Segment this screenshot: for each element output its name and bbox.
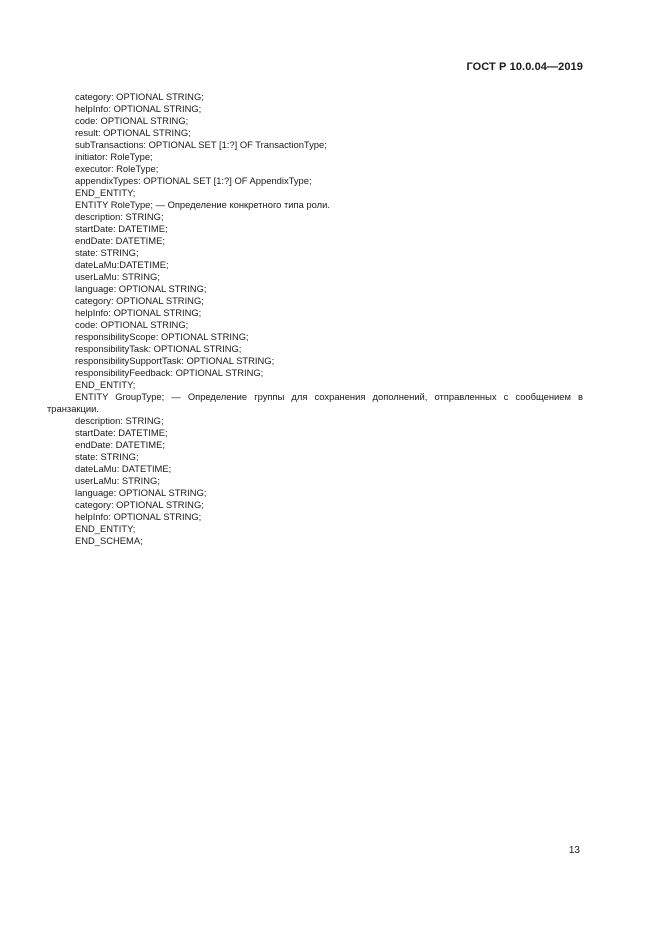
schema-line: dateLaMu:DATETIME; xyxy=(75,259,169,270)
schema-line: language: OPTIONAL STRING; xyxy=(75,487,207,498)
schema-line: responsibilityFeedback: OPTIONAL STRING; xyxy=(75,367,264,378)
schema-line: appendixTypes: OPTIONAL SET [1:?] OF AppendixType; xyxy=(75,175,312,186)
schema-line: executor: RoleType; xyxy=(75,163,159,174)
schema-line: state: STRING; xyxy=(75,247,139,258)
schema-line: category: OPTIONAL STRING; xyxy=(75,295,204,306)
schema-line: responsibilityTask: OPTIONAL STRING; xyxy=(75,343,242,354)
group-type-entity-paragraph: ENTITY GroupType; — Определение группы для сохранения дополнений, отправленных с сообщением в транзакции. xyxy=(47,391,583,414)
schema-line: userLaMu: STRING; xyxy=(75,475,160,486)
schema-line: startDate: DATETIME; xyxy=(75,427,168,438)
schema-line: code: OPTIONAL STRING; xyxy=(75,319,189,330)
schema-line: helpInfo: OPTIONAL STRING; xyxy=(75,103,202,114)
schema-lines-block-1 xyxy=(47,91,583,391)
schema-line: END_ENTITY; xyxy=(75,187,136,198)
schema-line: initiator: RoleType; xyxy=(75,151,153,162)
schema-line: result: OPTIONAL STRING; xyxy=(75,127,191,138)
schema-lines-block-2 xyxy=(47,415,583,547)
schema-line: helpInfo: OPTIONAL STRING; xyxy=(75,511,202,522)
schema-line: code: OPTIONAL STRING; xyxy=(75,115,189,126)
schema-line: responsibilityScope: OPTIONAL STRING; xyxy=(75,331,249,342)
schema-line: endDate: DATETIME; xyxy=(75,235,165,246)
schema-line: language: OPTIONAL STRING; xyxy=(75,283,207,294)
schema-line: state: STRING; xyxy=(75,451,139,462)
schema-line: END_ENTITY; xyxy=(75,523,136,534)
page-number: 13 xyxy=(568,845,580,856)
schema-line: END_SCHEMA; xyxy=(75,535,143,546)
schema-line: category: OPTIONAL STRING; xyxy=(75,499,204,510)
schema-line: END_ENTITY; xyxy=(75,379,136,390)
schema-line: helpInfo: OPTIONAL STRING; xyxy=(75,307,202,318)
schema-line: endDate: DATETIME; xyxy=(75,439,165,450)
schema-line: category: OPTIONAL STRING; xyxy=(75,91,204,102)
schema-line: responsibilitySupportTask: OPTIONAL STRING; xyxy=(75,355,275,366)
schema-line: description: STRING; xyxy=(75,211,164,222)
schema-line: ENTITY RoleType; — Определение конкретного типа роли. xyxy=(75,199,330,210)
schema-line: dateLaMu: DATETIME; xyxy=(75,463,172,474)
schema-line: userLaMu: STRING; xyxy=(75,271,160,282)
schema-line: startDate: DATETIME; xyxy=(75,223,168,234)
schema-line: subTransactions: OPTIONAL SET [1:?] OF TransactionType; xyxy=(75,139,327,150)
standard-id-header: ГОСТ Р 10.0.04—2019 xyxy=(466,61,583,73)
schema-code-block xyxy=(47,91,583,547)
schema-line: description: STRING; xyxy=(75,415,164,426)
